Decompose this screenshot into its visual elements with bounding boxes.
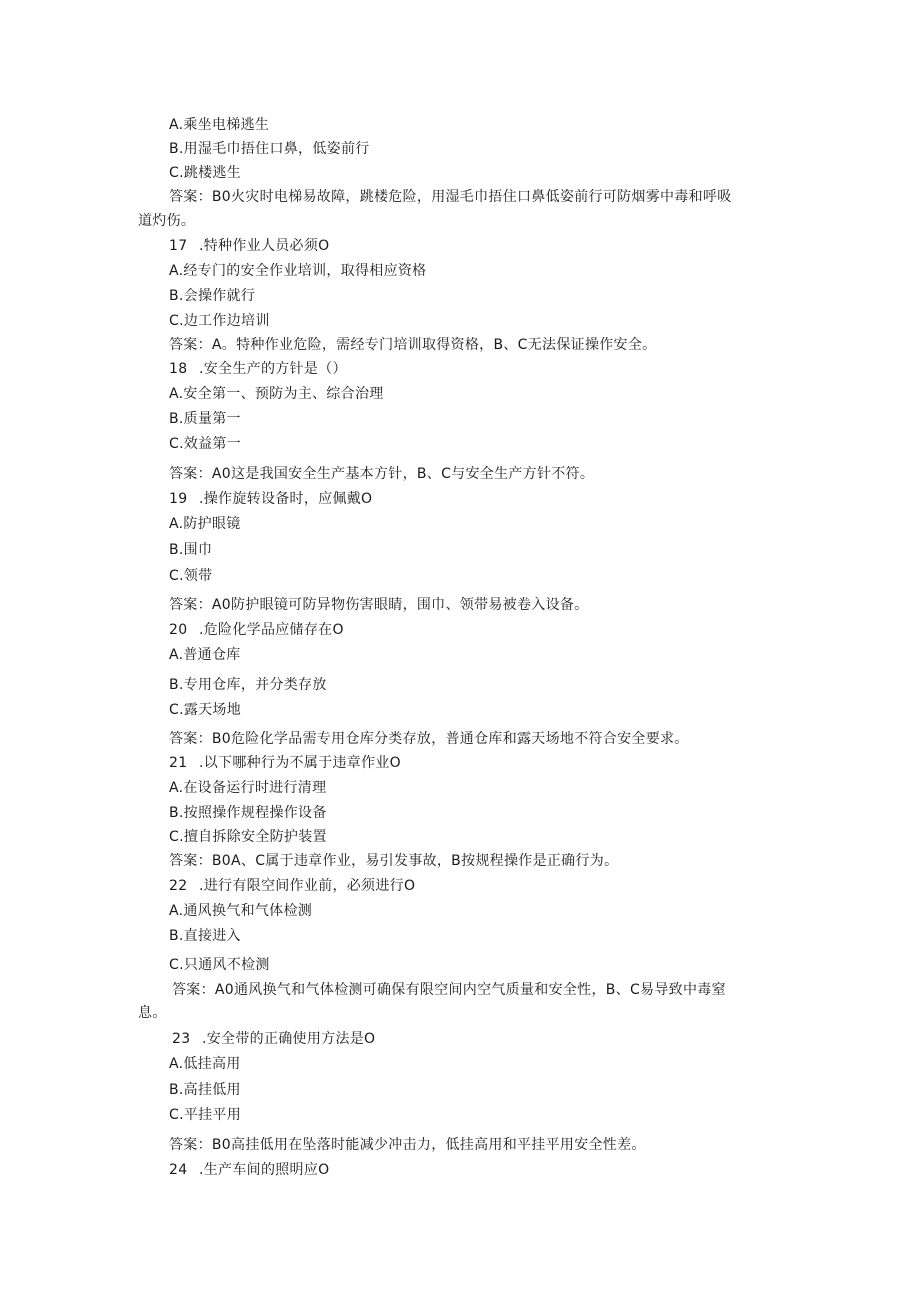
option-a: A.安全第一、预防为主、综合治理	[169, 386, 384, 402]
answer-line: 答案：B0危险化学品需专用仓库分类存放，普通仓库和露天场地不符合安全要求。	[169, 731, 689, 747]
answer-line: 答案：B0火灾时电梯易故障，跳楼危险，用湿毛巾捂住口鼻低姿前行可防烟雾中毒和呼吸	[169, 189, 732, 205]
question-18	[169, 359, 347, 379]
option-c: C.效益第一	[169, 436, 242, 452]
option-a: A.通风换气和气体检测	[169, 903, 313, 919]
option-c: C.平挂平用	[169, 1107, 242, 1123]
answer-line: 答案：A0防护眼镜可防异物伤害眼睛，围巾、领带易被卷入设备。	[169, 597, 589, 613]
question-20	[169, 620, 344, 640]
question-number: 17	[169, 238, 188, 254]
option-a: A.在设备运行时进行清理	[169, 780, 327, 796]
option-b: B.按照操作规程操作设备	[169, 805, 327, 821]
question-text: .安全带的正确使用方法是O	[202, 1031, 376, 1047]
option-a: A.乘坐电梯逃生	[169, 117, 270, 133]
question-text: .以下哪种行为不属于违章作业O	[199, 755, 401, 771]
question-number: 23	[172, 1031, 191, 1047]
answer-line: 答案：A0这是我国安全生产基本方针，B、C与安全生产方针不符。	[169, 466, 595, 482]
question-22	[169, 876, 415, 896]
answer-line: 答案：B0A、C属于违章作业，易引发事故，B按规程操作是正确行为。	[169, 853, 619, 869]
option-a: A.低挂高用	[169, 1056, 241, 1072]
question-number: 21	[169, 755, 188, 771]
option-b: B.用湿毛巾捂住口鼻，低姿前行	[169, 141, 370, 157]
question-23	[172, 1029, 375, 1049]
option-b: B.会操作就行	[169, 288, 256, 304]
answer-line: 答案：A。特种作业危险，需经专门培训取得资格，B、C无法保证操作安全。	[169, 337, 657, 353]
question-24	[169, 1160, 329, 1180]
option-b: B.质量第一	[169, 411, 241, 427]
question-text: .特种作业人员必须O	[199, 238, 330, 254]
option-b: B.直接进入	[169, 928, 241, 944]
option-c: C.跳楼逃生	[169, 165, 242, 181]
question-17	[169, 236, 329, 256]
option-a: A.经专门的安全作业培训，取得相应资格	[169, 263, 427, 279]
option-b: B.高挂低用	[169, 1082, 241, 1098]
question-19	[169, 489, 372, 509]
question-text: .危险化学品应储存在O	[199, 622, 344, 638]
option-a: A.普通仓库	[169, 647, 241, 663]
question-number: 19	[169, 491, 188, 507]
answer-continuation: 道灼伤。	[138, 213, 196, 229]
option-b: B.专用仓库，并分类存放	[169, 677, 327, 693]
question-number: 20	[169, 622, 188, 638]
question-text: .生产车间的照明应O	[199, 1162, 330, 1178]
question-text: .进行有限空间作业前，必须进行O	[199, 878, 416, 894]
question-number: 22	[169, 878, 188, 894]
answer-continuation: 息。	[138, 1005, 167, 1021]
answer-line: 答案：B0高挂低用在坠落时能减少冲击力，低挂高用和平挂平用安全性差。	[169, 1137, 646, 1153]
question-text: .安全生产的方针是（）	[199, 361, 347, 377]
question-number: 24	[169, 1162, 188, 1178]
option-c: C.露天场地	[169, 702, 242, 718]
option-b: B.围巾	[169, 542, 213, 558]
option-c: C.边工作边培训	[169, 313, 270, 329]
question-21	[169, 753, 401, 773]
question-text: .操作旋转设备时，应佩戴O	[199, 491, 373, 507]
option-c: C.领带	[169, 568, 213, 584]
option-a: A.防护眼镜	[169, 516, 241, 532]
question-number: 18	[169, 361, 188, 377]
option-c: C.只通风不检测	[169, 957, 270, 973]
answer-line: 答案：A0通风换气和气体检测可确保有限空间内空气质量和安全性，B、C易导致中毒窒	[172, 982, 726, 998]
option-c: C.擅自拆除安全防护装置	[169, 829, 327, 845]
